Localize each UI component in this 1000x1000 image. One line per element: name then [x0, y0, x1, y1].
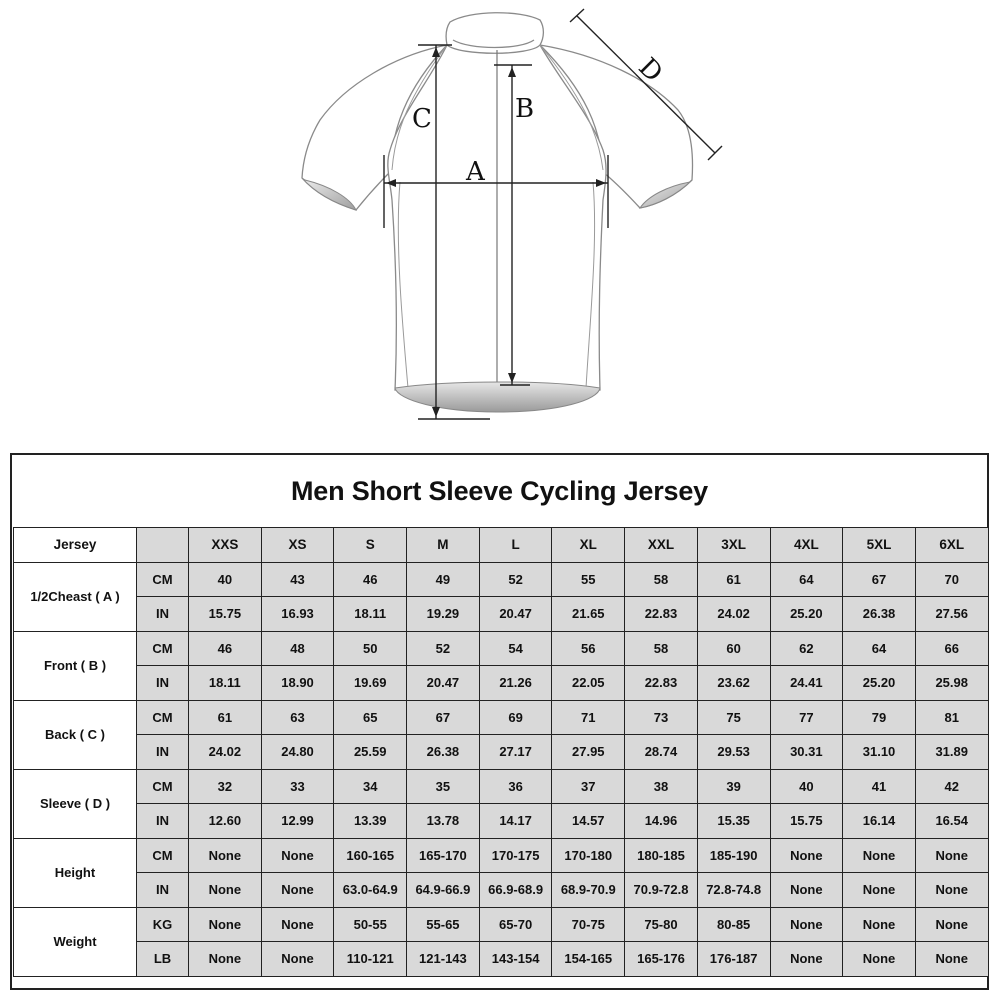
value-cell: 79 — [843, 700, 916, 735]
measure-label: 1/2Cheast ( A ) — [14, 562, 137, 631]
value-cell: None — [770, 838, 843, 873]
value-cell: 46 — [189, 631, 262, 666]
value-cell: 16.54 — [915, 804, 988, 839]
value-cell: None — [843, 873, 916, 908]
value-cell: None — [189, 873, 262, 908]
value-cell: 24.80 — [261, 735, 334, 770]
value-cell: 22.83 — [625, 666, 698, 701]
value-cell: 34 — [334, 769, 407, 804]
value-cell: 24.41 — [770, 666, 843, 701]
value-cell: None — [770, 942, 843, 977]
unit-label: CM — [137, 562, 189, 597]
value-cell: None — [843, 942, 916, 977]
label-a: A — [466, 157, 485, 187]
value-cell: 65 — [334, 700, 407, 735]
size-chart — [10, 453, 989, 990]
value-cell: None — [770, 873, 843, 908]
unit-label: CM — [137, 631, 189, 666]
value-cell: 26.38 — [407, 735, 480, 770]
header-size-3xl: 3XL — [697, 528, 770, 563]
value-cell: 62 — [770, 631, 843, 666]
table-row — [14, 873, 989, 908]
value-cell: 32 — [189, 769, 262, 804]
table-row — [14, 838, 989, 873]
value-cell: None — [915, 907, 988, 942]
value-cell: None — [189, 838, 262, 873]
value-cell: None — [261, 873, 334, 908]
header-jersey: Jersey — [14, 528, 137, 563]
value-cell: 24.02 — [697, 597, 770, 632]
value-cell: 18.11 — [334, 597, 407, 632]
value-cell: 21.65 — [552, 597, 625, 632]
value-cell: 22.05 — [552, 666, 625, 701]
value-cell: 30.31 — [770, 735, 843, 770]
value-cell: 66 — [915, 631, 988, 666]
value-cell: 68.9-70.9 — [552, 873, 625, 908]
label-c: C — [412, 104, 432, 134]
value-cell: 71 — [552, 700, 625, 735]
value-cell: 160-165 — [334, 838, 407, 873]
value-cell: 16.93 — [261, 597, 334, 632]
value-cell: 70-75 — [552, 907, 625, 942]
measure-label: Sleeve ( D ) — [14, 769, 137, 838]
value-cell: 13.78 — [407, 804, 480, 839]
value-cell: 25.20 — [770, 597, 843, 632]
value-cell: 67 — [843, 562, 916, 597]
header-size-xl: XL — [552, 528, 625, 563]
value-cell: 40 — [770, 769, 843, 804]
header-size-4xl: 4XL — [770, 528, 843, 563]
header-size-m: M — [407, 528, 480, 563]
value-cell: 75 — [697, 700, 770, 735]
value-cell: 25.59 — [334, 735, 407, 770]
value-cell: 66.9-68.9 — [479, 873, 552, 908]
value-cell: 75-80 — [625, 907, 698, 942]
value-cell: 13.39 — [334, 804, 407, 839]
table-row — [14, 942, 989, 977]
value-cell: 14.57 — [552, 804, 625, 839]
value-cell: 19.29 — [407, 597, 480, 632]
measure-label: Height — [14, 838, 137, 907]
value-cell: 36 — [479, 769, 552, 804]
table-row — [14, 769, 989, 804]
size-table — [13, 527, 989, 977]
value-cell: None — [189, 907, 262, 942]
value-cell: 165-170 — [407, 838, 480, 873]
table-row — [14, 735, 989, 770]
value-cell: 42 — [915, 769, 988, 804]
table-row — [14, 700, 989, 735]
value-cell: 27.17 — [479, 735, 552, 770]
value-cell: 63.0-64.9 — [334, 873, 407, 908]
value-cell: 29.53 — [697, 735, 770, 770]
value-cell: 55 — [552, 562, 625, 597]
table-row — [14, 562, 989, 597]
value-cell: None — [189, 942, 262, 977]
value-cell: 70.9-72.8 — [625, 873, 698, 908]
value-cell: 64 — [770, 562, 843, 597]
value-cell: 61 — [697, 562, 770, 597]
value-cell: 35 — [407, 769, 480, 804]
value-cell: None — [915, 942, 988, 977]
value-cell: 165-176 — [625, 942, 698, 977]
unit-label: CM — [137, 769, 189, 804]
size-table-body — [14, 528, 989, 977]
value-cell: 64.9-66.9 — [407, 873, 480, 908]
value-cell: 24.02 — [189, 735, 262, 770]
value-cell: 81 — [915, 700, 988, 735]
value-cell: 41 — [843, 769, 916, 804]
header-size-xxs: XXS — [189, 528, 262, 563]
value-cell: 176-187 — [697, 942, 770, 977]
value-cell: 61 — [189, 700, 262, 735]
value-cell: None — [770, 907, 843, 942]
value-cell: 20.47 — [479, 597, 552, 632]
value-cell: 21.26 — [479, 666, 552, 701]
value-cell: 26.38 — [843, 597, 916, 632]
value-cell: None — [261, 838, 334, 873]
value-cell: 15.75 — [770, 804, 843, 839]
unit-label: CM — [137, 838, 189, 873]
value-cell: 143-154 — [479, 942, 552, 977]
value-cell: 180-185 — [625, 838, 698, 873]
value-cell: 170-180 — [552, 838, 625, 873]
unit-label: IN — [137, 597, 189, 632]
chart-title: Men Short Sleeve Cycling Jersey — [291, 476, 708, 506]
value-cell: None — [261, 907, 334, 942]
jersey-diagram — [0, 0, 1000, 430]
value-cell: 52 — [407, 631, 480, 666]
jersey-hem — [395, 382, 600, 412]
value-cell: 25.20 — [843, 666, 916, 701]
value-cell: None — [915, 838, 988, 873]
measure-label: Weight — [14, 907, 137, 976]
value-cell: 37 — [552, 769, 625, 804]
value-cell: 54 — [479, 631, 552, 666]
value-cell: 48 — [261, 631, 334, 666]
table-row — [14, 666, 989, 701]
value-cell: 121-143 — [407, 942, 480, 977]
label-d: D — [632, 52, 669, 89]
unit-label: CM — [137, 700, 189, 735]
value-cell: 28.74 — [625, 735, 698, 770]
header-unit-blank — [137, 528, 189, 563]
header-size-xs: XS — [261, 528, 334, 563]
value-cell: 22.83 — [625, 597, 698, 632]
value-cell: 33 — [261, 769, 334, 804]
value-cell: 56 — [552, 631, 625, 666]
value-cell: 67 — [407, 700, 480, 735]
value-cell: 80-85 — [697, 907, 770, 942]
value-cell: None — [843, 838, 916, 873]
value-cell: 110-121 — [334, 942, 407, 977]
value-cell: None — [843, 907, 916, 942]
table-row — [14, 804, 989, 839]
label-b: B — [515, 94, 535, 124]
value-cell: 50-55 — [334, 907, 407, 942]
header-size-xxl: XXL — [625, 528, 698, 563]
value-cell: 43 — [261, 562, 334, 597]
measure-label: Back ( C ) — [14, 700, 137, 769]
value-cell: 31.89 — [915, 735, 988, 770]
unit-label: IN — [137, 804, 189, 839]
value-cell: 60 — [697, 631, 770, 666]
value-cell: 39 — [697, 769, 770, 804]
header-size-l: L — [479, 528, 552, 563]
table-row — [14, 597, 989, 632]
unit-label: IN — [137, 873, 189, 908]
value-cell: 73 — [625, 700, 698, 735]
header-size-s: S — [334, 528, 407, 563]
header-size-6xl: 6XL — [915, 528, 988, 563]
header-size-5xl: 5XL — [843, 528, 916, 563]
value-cell: 46 — [334, 562, 407, 597]
value-cell: 19.69 — [334, 666, 407, 701]
value-cell: 15.75 — [189, 597, 262, 632]
value-cell: 49 — [407, 562, 480, 597]
value-cell: 65-70 — [479, 907, 552, 942]
unit-label: IN — [137, 735, 189, 770]
value-cell: 72.8-74.8 — [697, 873, 770, 908]
header-row — [14, 528, 989, 563]
table-row — [14, 907, 989, 942]
value-cell: 12.99 — [261, 804, 334, 839]
unit-label: LB — [137, 942, 189, 977]
unit-label: IN — [137, 666, 189, 701]
value-cell: 77 — [770, 700, 843, 735]
value-cell: 63 — [261, 700, 334, 735]
value-cell: 12.60 — [189, 804, 262, 839]
value-cell: 38 — [625, 769, 698, 804]
value-cell: None — [915, 873, 988, 908]
value-cell: 40 — [189, 562, 262, 597]
value-cell: 27.95 — [552, 735, 625, 770]
value-cell: None — [261, 942, 334, 977]
value-cell: 58 — [625, 631, 698, 666]
value-cell: 25.98 — [915, 666, 988, 701]
value-cell: 14.96 — [625, 804, 698, 839]
value-cell: 55-65 — [407, 907, 480, 942]
value-cell: 14.17 — [479, 804, 552, 839]
value-cell: 70 — [915, 562, 988, 597]
value-cell: 64 — [843, 631, 916, 666]
value-cell: 154-165 — [552, 942, 625, 977]
value-cell: 50 — [334, 631, 407, 666]
value-cell: 31.10 — [843, 735, 916, 770]
value-cell: 27.56 — [915, 597, 988, 632]
table-row — [14, 631, 989, 666]
value-cell: 18.90 — [261, 666, 334, 701]
value-cell: 16.14 — [843, 804, 916, 839]
value-cell: 69 — [479, 700, 552, 735]
value-cell: 18.11 — [189, 666, 262, 701]
value-cell: 170-175 — [479, 838, 552, 873]
value-cell: 58 — [625, 562, 698, 597]
unit-label: KG — [137, 907, 189, 942]
value-cell: 185-190 — [697, 838, 770, 873]
value-cell: 23.62 — [697, 666, 770, 701]
value-cell: 20.47 — [407, 666, 480, 701]
measure-label: Front ( B ) — [14, 631, 137, 700]
value-cell: 52 — [479, 562, 552, 597]
value-cell: 15.35 — [697, 804, 770, 839]
